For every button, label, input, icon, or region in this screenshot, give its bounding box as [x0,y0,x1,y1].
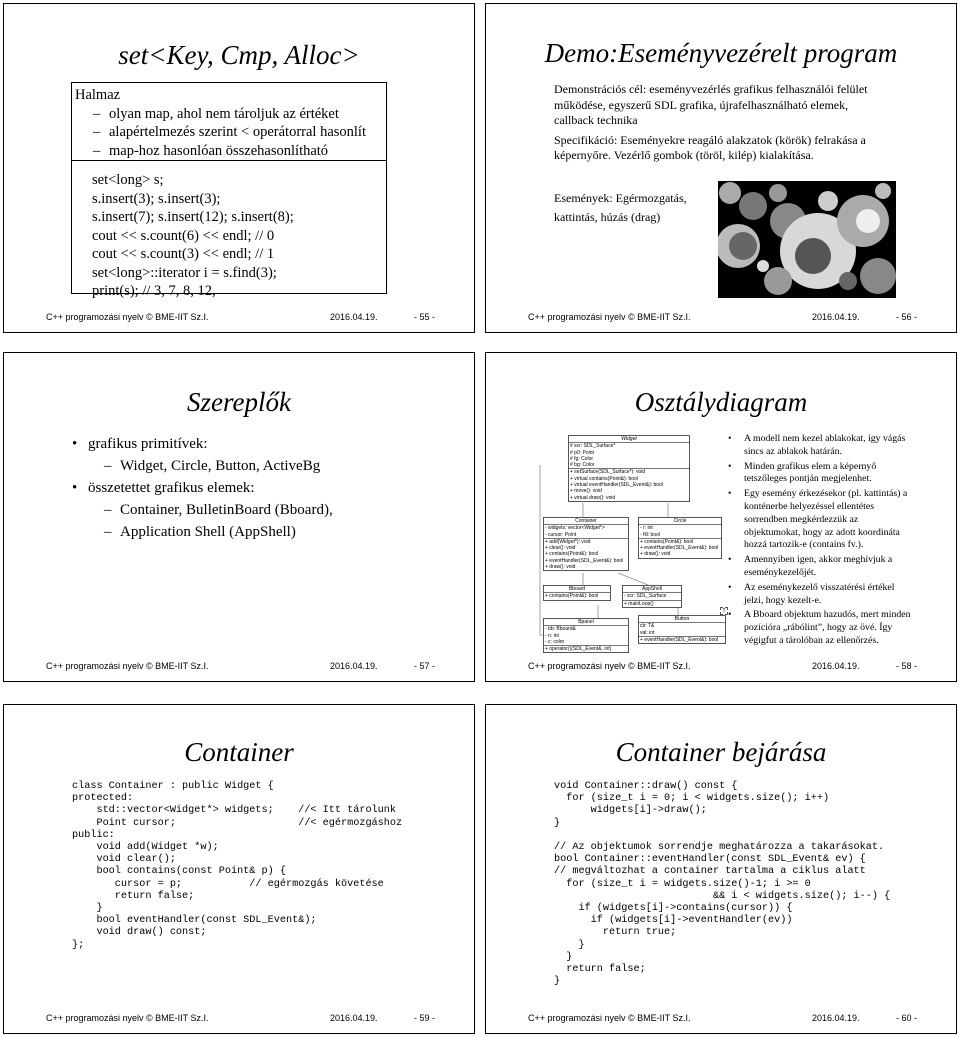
uml-class-name: Bpanel [544,619,628,626]
uml-class-bboard [543,585,611,601]
uml-class-name: Widget [569,436,689,443]
uml-attr: # p0: Point [570,449,594,456]
bullet-item: • grafikus primitívek: [88,433,333,455]
uml-class-name: AppShell [623,586,681,593]
page-number: - 59 - [414,1013,436,1023]
slide-title: Container bejárása [615,737,827,767]
slide-57 [3,352,475,682]
code-line: s.insert(3); s.insert(3); [92,190,221,207]
slide-60 [485,704,957,1034]
uml-attr: cb: T& [640,623,655,630]
uml-op: + virtual eventHandler(SDL_Event&): bool [570,482,663,489]
slide-date: 2016.04.19. [330,661,378,671]
slide-title: Osztálydiagram [634,387,808,417]
slide-title: Szereplők [187,387,291,417]
uml-class-button [638,615,726,644]
slide-footer [486,312,956,326]
slide-footer [4,312,474,326]
uml-op: + draw(): void [640,551,671,558]
code-line: cout << s.count(3) << endl; // 1 [92,246,275,262]
uml-op: + operator()(SDL_Event&, int) [545,646,612,653]
uml-op: + contains(Point&): bool [545,593,599,600]
demo-spec-text: Specifikáció: Eseményekre reagáló alakzatok (körök) felrakása a képernyőre. Vezérlő gombok (töröl, kilép) kialakítása. [554,132,866,162]
uml-class-name: Circle [639,518,721,525]
slide-date: 2016.04.19. [330,1013,378,1023]
uml-op: + contains(Point&): bool [640,538,694,545]
box-dash-item: – alapértelmezés szerint < operátorral hasonlít [109,123,386,142]
uml-op: + virtual draw(): void [570,494,616,501]
bullet-item: • A Bboard objektum hazudós, mert minden pozícióra „rábólint”, hogy az övé. Így végigfut a tárolóban az ellenőrzés. [744,609,914,647]
uml-op: + add(Widget*): void [545,538,591,545]
demo-screenshot-image [718,181,896,298]
slide-footer [486,661,956,675]
code-line: print(s); // 3, 7, 8, 12, [92,283,216,299]
class-diagram [538,435,728,655]
uml-attr: - n: int [545,632,559,639]
demo-goal-text: Demonstrációs cél: eseményvezérlés grafikus felhasználói felület működése, egyszerű SDL grafika, újrafelhasználható elemek, callback technika [554,82,868,127]
course-name: C++ programozási nyelv © BME-IIT Sz.I. [528,312,691,322]
page-number: - 60 - [896,1013,918,1023]
uml-attr: - r: int [640,525,653,532]
slide-title: set<Key, Cmp, Alloc> [118,40,360,70]
bullet-item: • Minden grafikus elem a képernyő tetszőleges pontján megjelenhet. [744,461,914,487]
uml-op: + draw(): void [545,564,576,571]
slide-59 [3,704,475,1034]
demo-events-text: Események: Egérmozgatás, [554,191,687,205]
code-line: set<long>::iterator i = s.find(3); [92,264,277,281]
slide-footer [486,1013,956,1027]
demo-events-text: kattintás, húzás (drag) [554,210,661,224]
page-number: - 57 - [414,661,436,671]
slide-title: Demo:Eseményvezérelt program [544,38,898,68]
uml-class-container [543,517,629,571]
uml-op: + virtual contains(Point&): bool [570,475,638,482]
box-divider [72,160,386,161]
course-name: C++ programozási nyelv © BME-IIT Sz.I. [46,1013,209,1023]
course-name: C++ programozási nyelv © BME-IIT Sz.I. [528,661,691,671]
page-number: - 55 - [414,312,436,322]
code-block: void Container::draw() const { for (size_t i = 0; i < widgets.size(); i++) widgets[i]->draw(); } // Az objektumok sorrendje meghatározza a takarásokat. bool Container::eventHandler(const SDL_Event& ev) { // megváltozhat a container tartalma a ciklus alatt for (size_t i = widgets.size()-1; i >= 0 && i < widgets.size(); i--) { if (widgets[i]->contains(cursor)) { if (widgets[i]->eventHandler(ev)) return true; } } return false; } [554,781,891,988]
uml-attr: - c: color [545,638,565,645]
uml-attr: # bg: Color [570,462,595,469]
uml-class-circle [638,517,722,559]
uml-op: + clear(): void [545,545,576,552]
uml-attr: - cursor: Point [545,531,577,538]
uml-attr: # scr: SDL_Surface* [570,443,616,450]
course-name: C++ programozási nyelv © BME-IIT Sz.I. [46,312,209,322]
box-dash-item: – olyan map, ahol nem tároljuk az értéket [109,105,386,124]
bullet-item: • Amennyiben igen, akkor meghívjuk a eseménykezelőjét. [744,554,914,580]
set-description-box [71,82,387,299]
uml-class-name: Button [639,616,725,623]
slide-55 [3,3,475,333]
uml-op: + eventHandler(SDL_Event&): bool [640,636,719,643]
slide-footer [4,1013,474,1027]
code-line: cout << s.count(6) << endl; // 0 [92,227,275,244]
page-number: - 56 - [896,312,918,322]
uml-op: + eventHandler(SDL_Event&): bool [545,557,624,564]
bullet-item: • A modell nem kezel ablakokat, így vágás sincs az ablakok határán. [744,433,914,459]
bullet-item: • Az eseménykezelő visszatérési értékel jelzi, hogy kezelt-e. [744,582,914,608]
uml-op: + eventHandler(SDL_Event&): bool [640,545,719,552]
dash-item: – Widget, Circle, Button, ActiveBg [120,455,333,477]
uml-attr: - fill: bool [640,531,661,538]
slide-56 [485,3,957,333]
slide-title: Container [184,737,294,767]
box-dash-item: – map-hoz hasonlóan összehasonlítható [109,142,386,161]
slide-date: 2016.04.19. [330,312,378,322]
dash-item: – Application Shell (AppShell) [120,521,333,543]
uml-attr: # fg: Color [570,455,594,462]
uml-class-widget [568,435,690,502]
bullet-item: • Egy esemény érkezésekor (pl. kattintás) a konténerbe helyezéssel ellentétes sorrendben megkérdezzük az objektumokat, hogy az adott koordináta hozzá tartozik-e (contains fv.). [744,488,914,552]
box-heading: Halmaz [75,87,121,103]
slide-date: 2016.04.19. [812,312,860,322]
code-line: s.insert(7); s.insert(12); s.insert(8); [92,209,294,225]
code-line: set<long> s; [92,172,164,188]
uml-attr: - scr: SDL_Surface [624,593,667,600]
dash-item: – Container, BulletinBoard (Bboard), [120,499,333,521]
uml-template-param: T [720,607,728,615]
uml-op: + mainLoop() [624,600,654,607]
code-block: class Container : public Widget { protected: std::vector<Widget*> widgets; //< Itt tárolunk Point cursor; //< egérmozgáshoz public: void add(Widget *w); void clear(); bool contains(const Point& p) { cursor = p; // egérmozgás követése return false; } bool eventHandler(const SDL_Event&); void draw() const; }; [72,781,403,951]
bullet-item: • összetettet grafikus elemek: [88,477,333,499]
uml-op: + setSurface(SDL_Surface*): void [570,469,646,476]
slide-date: 2016.04.19. [812,661,860,671]
uml-class-name: Container [544,518,628,525]
uml-op: + contains(Point&): bool [545,551,599,558]
uml-class-appshell [622,585,682,608]
uml-op: + move(): void [570,488,602,495]
uml-attr: - bb: Bboard& [545,626,576,633]
uml-class-name: Bboard [544,586,610,593]
course-name: C++ programozási nyelv © BME-IIT Sz.I. [46,661,209,671]
course-name: C++ programozási nyelv © BME-IIT Sz.I. [528,1013,691,1023]
uml-class-bpanel [543,618,629,653]
slide-58 [485,352,957,682]
uml-attr: - widgets: vector<Widget*> [545,525,605,532]
slide-date: 2016.04.19. [812,1013,860,1023]
page-number: - 58 - [896,661,918,671]
uml-attr: val: int [640,629,655,636]
slide-footer [4,661,474,675]
